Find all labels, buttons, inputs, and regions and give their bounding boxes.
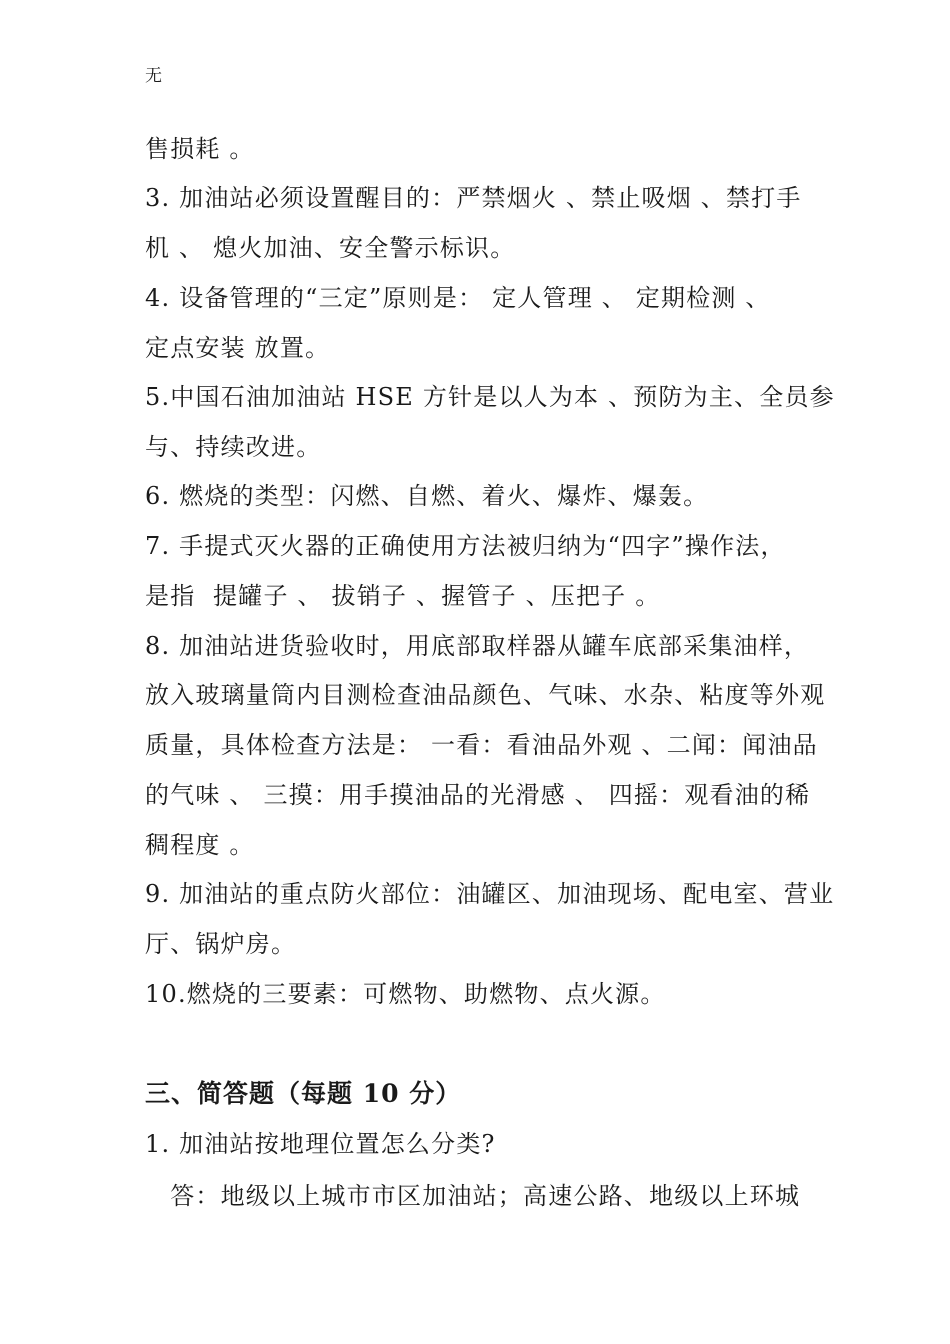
text-line: 10.燃烧的三要素：可燃物、助燃物、点火源。 [145, 980, 666, 1008]
text-line: 稠程度 。 [145, 831, 255, 859]
text-line: 是指 提罐子 、 拔销子 、握管子 、压把子 。 [145, 582, 661, 610]
text-line: 售损耗 。 [145, 135, 255, 163]
text-line: 6. 燃烧的类型：闪燃、自燃、着火、爆炸、爆轰。 [145, 482, 709, 510]
text-line: 厅、锅炉房。 [145, 930, 297, 958]
text-line: 定点安装 放置。 [145, 334, 331, 362]
text-line: 9. 加油站的重点防火部位：油罐区、加油现场、配电室、营业 [145, 880, 835, 908]
text-line: 质量，具体检查方法是： 一看：看油品外观 、二闻：闻油品 [145, 731, 818, 759]
text-line: 5.中国石油加油站 HSE 方针是以人为本 、预防为主、全员参 [145, 383, 835, 411]
text-line: 7. 手提式灭火器的正确使用方法被归纳为“四字”操作法， [145, 532, 786, 560]
text-line: 机 、 熄火加油、安全警示标识。 [145, 234, 516, 262]
text-line: 4. 设备管理的“三定”原则是： 定人管理 、 定期检测 、 [145, 284, 771, 312]
header-mark: 无 [145, 66, 162, 86]
text-line: 8. 加油站进货验收时，用底部取样器从罐车底部采集油样， [145, 632, 810, 660]
section-heading: 三、简答题（每题 10 分） [145, 1079, 462, 1108]
text-line: 与、持续改进。 [145, 433, 322, 461]
text-line: 放入玻璃量筒内目测检查油品颜色、气味、水杂、粘度等外观 [145, 681, 826, 709]
answer-line: 答：地级以上城市市区加油站；高速公路、地级以上环城 [145, 1182, 801, 1210]
question-line: 1. 加油站按地理位置怎么分类? [145, 1130, 496, 1158]
text-line: 的气味 、 三摸：用手摸油品的光滑感 、 四摇：观看油的稀 [145, 781, 811, 809]
text-line: 3. 加油站必须设置醒目的：严禁烟火 、禁止吸烟 、禁打手 [145, 184, 802, 212]
